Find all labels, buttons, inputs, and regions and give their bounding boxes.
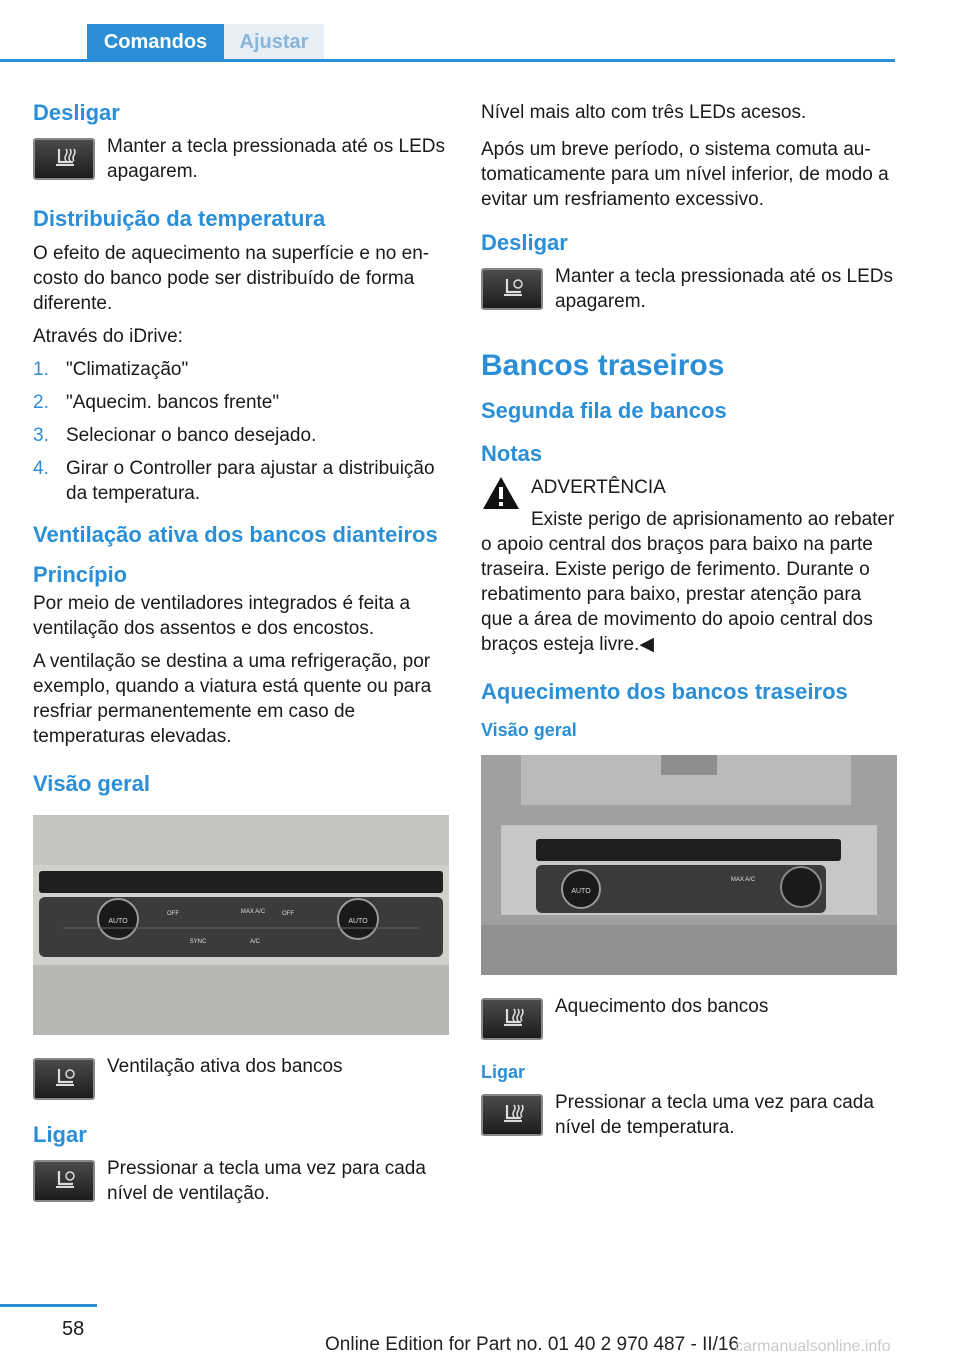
tab-ajustar[interactable]: Ajustar [224, 24, 324, 60]
watermark: carmanualsonline.info [735, 1338, 891, 1355]
list-item: 2. "Aquecim. bancos frente" [33, 391, 280, 413]
heading-desligar-right: Desligar [481, 230, 568, 255]
principio-paragraph-1: Por meio de ventiladores integrados é feita a ventilação dos assentos e dos encostos. [33, 592, 411, 639]
heading-ventilacao: Ventilação ativa dos bancos dianteiros [33, 521, 438, 547]
footer-rule [0, 1304, 97, 1307]
ligar-row [33, 1156, 451, 1206]
warning-block [481, 475, 897, 511]
button-label: MAX A/C [240, 908, 266, 915]
heading-desligar: Desligar [33, 100, 120, 125]
tab-comandos[interactable]: Comandos [87, 24, 224, 60]
rear-climate-panel-photo [481, 755, 897, 975]
heading-distribuicao: Distribuição da temperatura [33, 206, 326, 232]
ligar-right-text: Pressionar a tecla uma vez para cada nível de temperatura. [555, 1091, 874, 1138]
heading-ligar: Ligar [33, 1121, 87, 1147]
warning-icon [481, 475, 521, 511]
distribuicao-paragraph: O efeito de aquecimento na superfície e no encosto do banco pode ser distribuído de forma diferente. [33, 242, 430, 314]
knob-label: AUTO [571, 888, 591, 896]
knob-label: AUTO [108, 917, 128, 925]
desligar-row [33, 134, 451, 184]
heading-visao-geral-right: Visão geral [481, 719, 577, 740]
edition-text: Online Edition for Part no. 01 40 2 970 487 - II/16 [325, 1334, 740, 1355]
header-rule [0, 59, 895, 62]
heading-principio: Princípio [33, 562, 128, 588]
button-label: OFF [282, 910, 294, 917]
front-climate-panel-photo [33, 815, 449, 1035]
page-header [0, 0, 960, 62]
desligar-right-row [481, 264, 897, 314]
button-label: SYNC [189, 938, 207, 945]
knob-label: AUTO [348, 917, 368, 925]
button-label: MAX A/C [730, 877, 756, 884]
warning-text: Existe perigo de aprisionamento ao rebater o apoio central dos braços para baixo na parte traseira. Existe perigo de ferimento. Durante o rebatimento para baixo, prestar atenção para que a área de movimento do apoio central dos braços esteja livre.◀ [481, 509, 895, 656]
heading-aquecimento-traseiros: Aquecimento dos bancos traseiros [481, 679, 848, 705]
steps-list [33, 357, 451, 506]
list-item: 1. "Climatização" [33, 358, 189, 380]
seat-ventilation-button-icon [33, 1058, 95, 1100]
page-footer [0, 1300, 960, 1362]
idrive-paragraph: Através do iDrive: [33, 325, 183, 347]
list-item: 4. Girar o Controller para ajustar a distribuição da temperatura. [33, 457, 435, 504]
ventilacao-icon-row [33, 1054, 451, 1100]
heading-ligar-right: Ligar [481, 1062, 526, 1083]
nivel-paragraph: Nível mais alto com três LEDs acesos. [481, 102, 807, 123]
ventilacao-icon-text: Ventilação ativa dos bancos [107, 1055, 343, 1077]
seat-ventilation-button-icon [33, 1160, 95, 1202]
list-item: 3. Selecionar o banco desejado. [33, 424, 317, 446]
warning-title: ADVERTÊNCIA [531, 477, 666, 499]
desligar-right-text: Manter a tecla pressionada até os LEDs apagarem. [555, 266, 893, 313]
apos-paragraph: Após um breve período, o sistema comuta automaticamente para um nível inferior, de modo a evitar um resfriamento excessivo. [481, 139, 889, 210]
button-label: OFF [167, 910, 179, 917]
principio-paragraph-2: A ventilação se destina a uma refrigeração, por exemplo, quando a viatura está quente ou para resfriar permanentemente em caso de temperaturas elevadas. [33, 650, 432, 747]
aquecimento-icon-row [481, 994, 897, 1040]
left-column [33, 100, 451, 1220]
heading-bancos-traseiros: Bancos traseiros [481, 349, 725, 383]
right-column [481, 100, 897, 1154]
button-label: A/C [249, 938, 261, 945]
page-number: 58 [62, 1318, 85, 1340]
desligar-text: Manter a tecla pressionada até os LEDs apagarem. [107, 136, 445, 183]
seat-heating-button-icon [33, 138, 95, 180]
seat-ventilation-button-icon [481, 268, 543, 310]
ligar-right-row [481, 1090, 897, 1140]
aquecimento-icon-text: Aquecimento dos bancos [555, 996, 769, 1018]
heading-notas: Notas [481, 440, 543, 466]
ligar-text: Pressionar a tecla uma vez para cada nível de ventilação. [107, 1158, 426, 1205]
heading-visao-geral: Visão geral [33, 770, 150, 796]
heading-segunda-fila: Segunda fila de bancos [481, 398, 727, 424]
seat-heating-button-icon [481, 998, 543, 1040]
seat-heating-button-icon [481, 1094, 543, 1136]
